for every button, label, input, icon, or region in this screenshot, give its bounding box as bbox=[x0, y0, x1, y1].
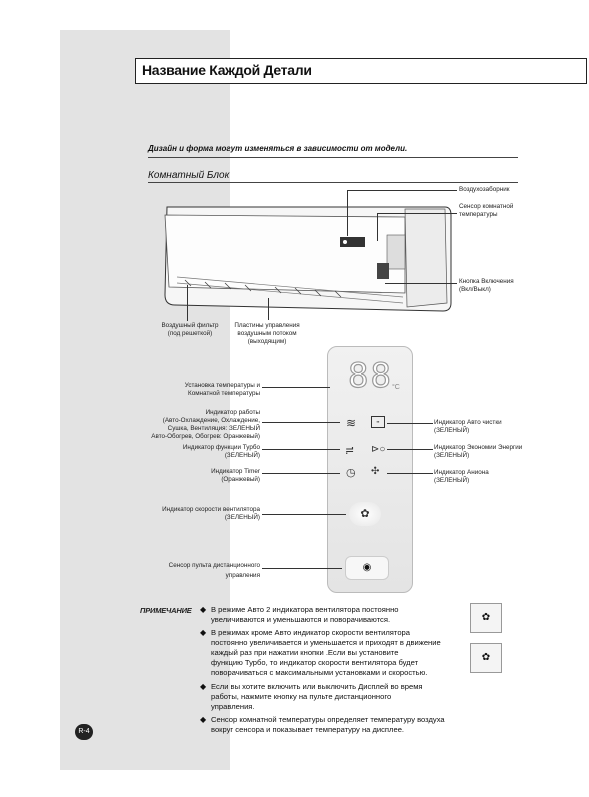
label-power-button: Кнопка Включения bbox=[459, 278, 514, 285]
remote-sensor-icon: ◉ bbox=[345, 556, 389, 580]
leader-line bbox=[387, 473, 433, 474]
label-remote-sensor: Сенсор пульта дистанционного bbox=[168, 562, 260, 569]
label-remote-sensor: управления bbox=[225, 572, 260, 579]
leader-line bbox=[347, 190, 457, 191]
label-power-button: (Вкл/Выкл) bbox=[459, 286, 491, 293]
page-side-band-bottom bbox=[60, 740, 140, 770]
timer-icon: ◷ bbox=[346, 467, 356, 479]
divider bbox=[148, 182, 518, 183]
label-flow-plates: (выходящим) bbox=[247, 338, 287, 345]
bullet-icon: ◆ bbox=[200, 715, 207, 724]
note-text: Сенсор комнатной температуры определяет температуру воздуха bbox=[211, 715, 445, 724]
label-flow-plates: воздушным потоком bbox=[237, 330, 297, 337]
label-turbo: (ЗЕЛЕНЫЙ) bbox=[224, 452, 260, 459]
note-label: ПРИМЕЧАНИЕ bbox=[140, 606, 192, 615]
label-auto-clean: Индикатор Авто чистки bbox=[434, 419, 502, 426]
label-timer: (Оранжевый) bbox=[221, 476, 260, 483]
note-text: каждый раз при нажатии кнопки .Если вы установите bbox=[211, 648, 399, 657]
label-timer: Индикатор Timer bbox=[211, 468, 260, 475]
leader-line bbox=[262, 473, 340, 474]
label-air-filter: Воздушный фильтр bbox=[161, 322, 219, 329]
page-number: R-4 bbox=[75, 724, 93, 740]
page-side-band bbox=[60, 30, 230, 770]
note-text: Если вы хотите включить или выключить Дисплей во время bbox=[211, 682, 423, 691]
leader-line bbox=[268, 298, 269, 320]
leader-line bbox=[262, 514, 346, 515]
note-text: постоянно увеличивается и уменьшается и приходят в движение bbox=[211, 638, 441, 647]
fan-indicator-thumbnail: ✿ bbox=[470, 643, 502, 673]
label-air-intake: Воздухозаборник bbox=[459, 186, 510, 193]
label-air-filter: (под решеткой) bbox=[167, 330, 213, 337]
temperature-display: 88 bbox=[348, 356, 393, 396]
bullet-icon: ◆ bbox=[200, 605, 207, 614]
label-mode-indicator: (Авто-Охлаждение, Охлаждение, bbox=[162, 417, 260, 424]
label-room-temp-sensor: температуры bbox=[459, 211, 498, 218]
note-text: управления. bbox=[211, 702, 255, 711]
label-fan-speed: (ЗЕЛЕНЫЙ) bbox=[224, 514, 260, 521]
label-energy-saving: (ЗЕЛЕНЫЙ) bbox=[434, 452, 470, 459]
turbo-icon: ≓ bbox=[345, 445, 355, 457]
label-temp-setting: Установка температуры и bbox=[184, 382, 260, 389]
leader-line bbox=[385, 283, 457, 284]
auto-clean-icon: ▪▪ bbox=[371, 416, 385, 428]
note-text: В режиме Авто 2 индикатора вентилятора постоянно bbox=[211, 605, 399, 614]
leader-line bbox=[187, 285, 188, 321]
fan-speed-icon: ✿ bbox=[349, 502, 381, 526]
label-flow-plates: Пластины управления bbox=[234, 322, 300, 329]
label-turbo: Индикатор функции Турбо bbox=[182, 444, 260, 451]
label-energy-saving: Индикатор Экономии Энергии bbox=[434, 444, 523, 451]
energy-saving-icon: ⊳○ bbox=[371, 444, 386, 455]
leader-line bbox=[377, 213, 457, 214]
label-mode-indicator: Сушка, Вентиляция: ЗЕЛЕНЫЙ bbox=[167, 425, 260, 432]
divider bbox=[148, 157, 518, 158]
section-heading: Комнатный Блок bbox=[148, 170, 230, 181]
page-subtitle: Дизайн и форма могут изменяться в зависимости от модели. bbox=[148, 144, 408, 153]
leader-line bbox=[387, 449, 433, 450]
indoor-unit-illustration bbox=[155, 195, 455, 325]
label-room-temp-sensor: Сенсор комнатной bbox=[459, 203, 514, 210]
note-text: вокруг сенсора и показывает температуру на дисплее. bbox=[211, 725, 405, 734]
label-mode-indicator: Индикатор работы bbox=[205, 409, 260, 416]
leader-line bbox=[347, 190, 348, 236]
leader-line bbox=[377, 213, 378, 241]
leader-line bbox=[387, 423, 433, 424]
temperature-unit: °C bbox=[392, 384, 400, 391]
label-anion: Индикатор Аниона bbox=[434, 469, 489, 476]
label-fan-speed: Индикатор скорости вентилятора bbox=[162, 506, 260, 513]
label-mode-indicator: Авто-Обогрев, Обогрев: Оранжевый) bbox=[151, 433, 260, 440]
bullet-icon: ◆ bbox=[200, 682, 207, 691]
anion-icon: ✣ bbox=[371, 466, 380, 477]
mode-icon: ≋ bbox=[346, 416, 357, 430]
note-text: работы, нажмите кнопку на пульте дистанционного bbox=[211, 692, 392, 701]
fan-indicator-thumbnail: ✿ bbox=[470, 603, 502, 633]
leader-line bbox=[262, 422, 340, 423]
note-text: увеличиваются и уменьшаются и поворачиваются. bbox=[211, 615, 391, 624]
label-auto-clean: (ЗЕЛЕНЫЙ) bbox=[434, 427, 470, 434]
note-text: функцию Турбо, то индикатор скорости вентилятора будет bbox=[211, 658, 419, 667]
note-text: поворачиваться с максимальными установками и скоростью. bbox=[211, 668, 428, 677]
leader-line bbox=[262, 568, 342, 569]
bullet-icon: ◆ bbox=[200, 628, 207, 637]
label-temp-setting: Комнатной температуры bbox=[188, 390, 260, 397]
page-title: Название Каждой Детали bbox=[142, 62, 312, 78]
leader-line bbox=[262, 387, 330, 388]
label-anion: (ЗЕЛЕНЫЙ) bbox=[434, 477, 470, 484]
leader-line bbox=[262, 449, 340, 450]
note-text: В режимах кроме Авто индикатор скорости вентилятора bbox=[211, 628, 410, 637]
